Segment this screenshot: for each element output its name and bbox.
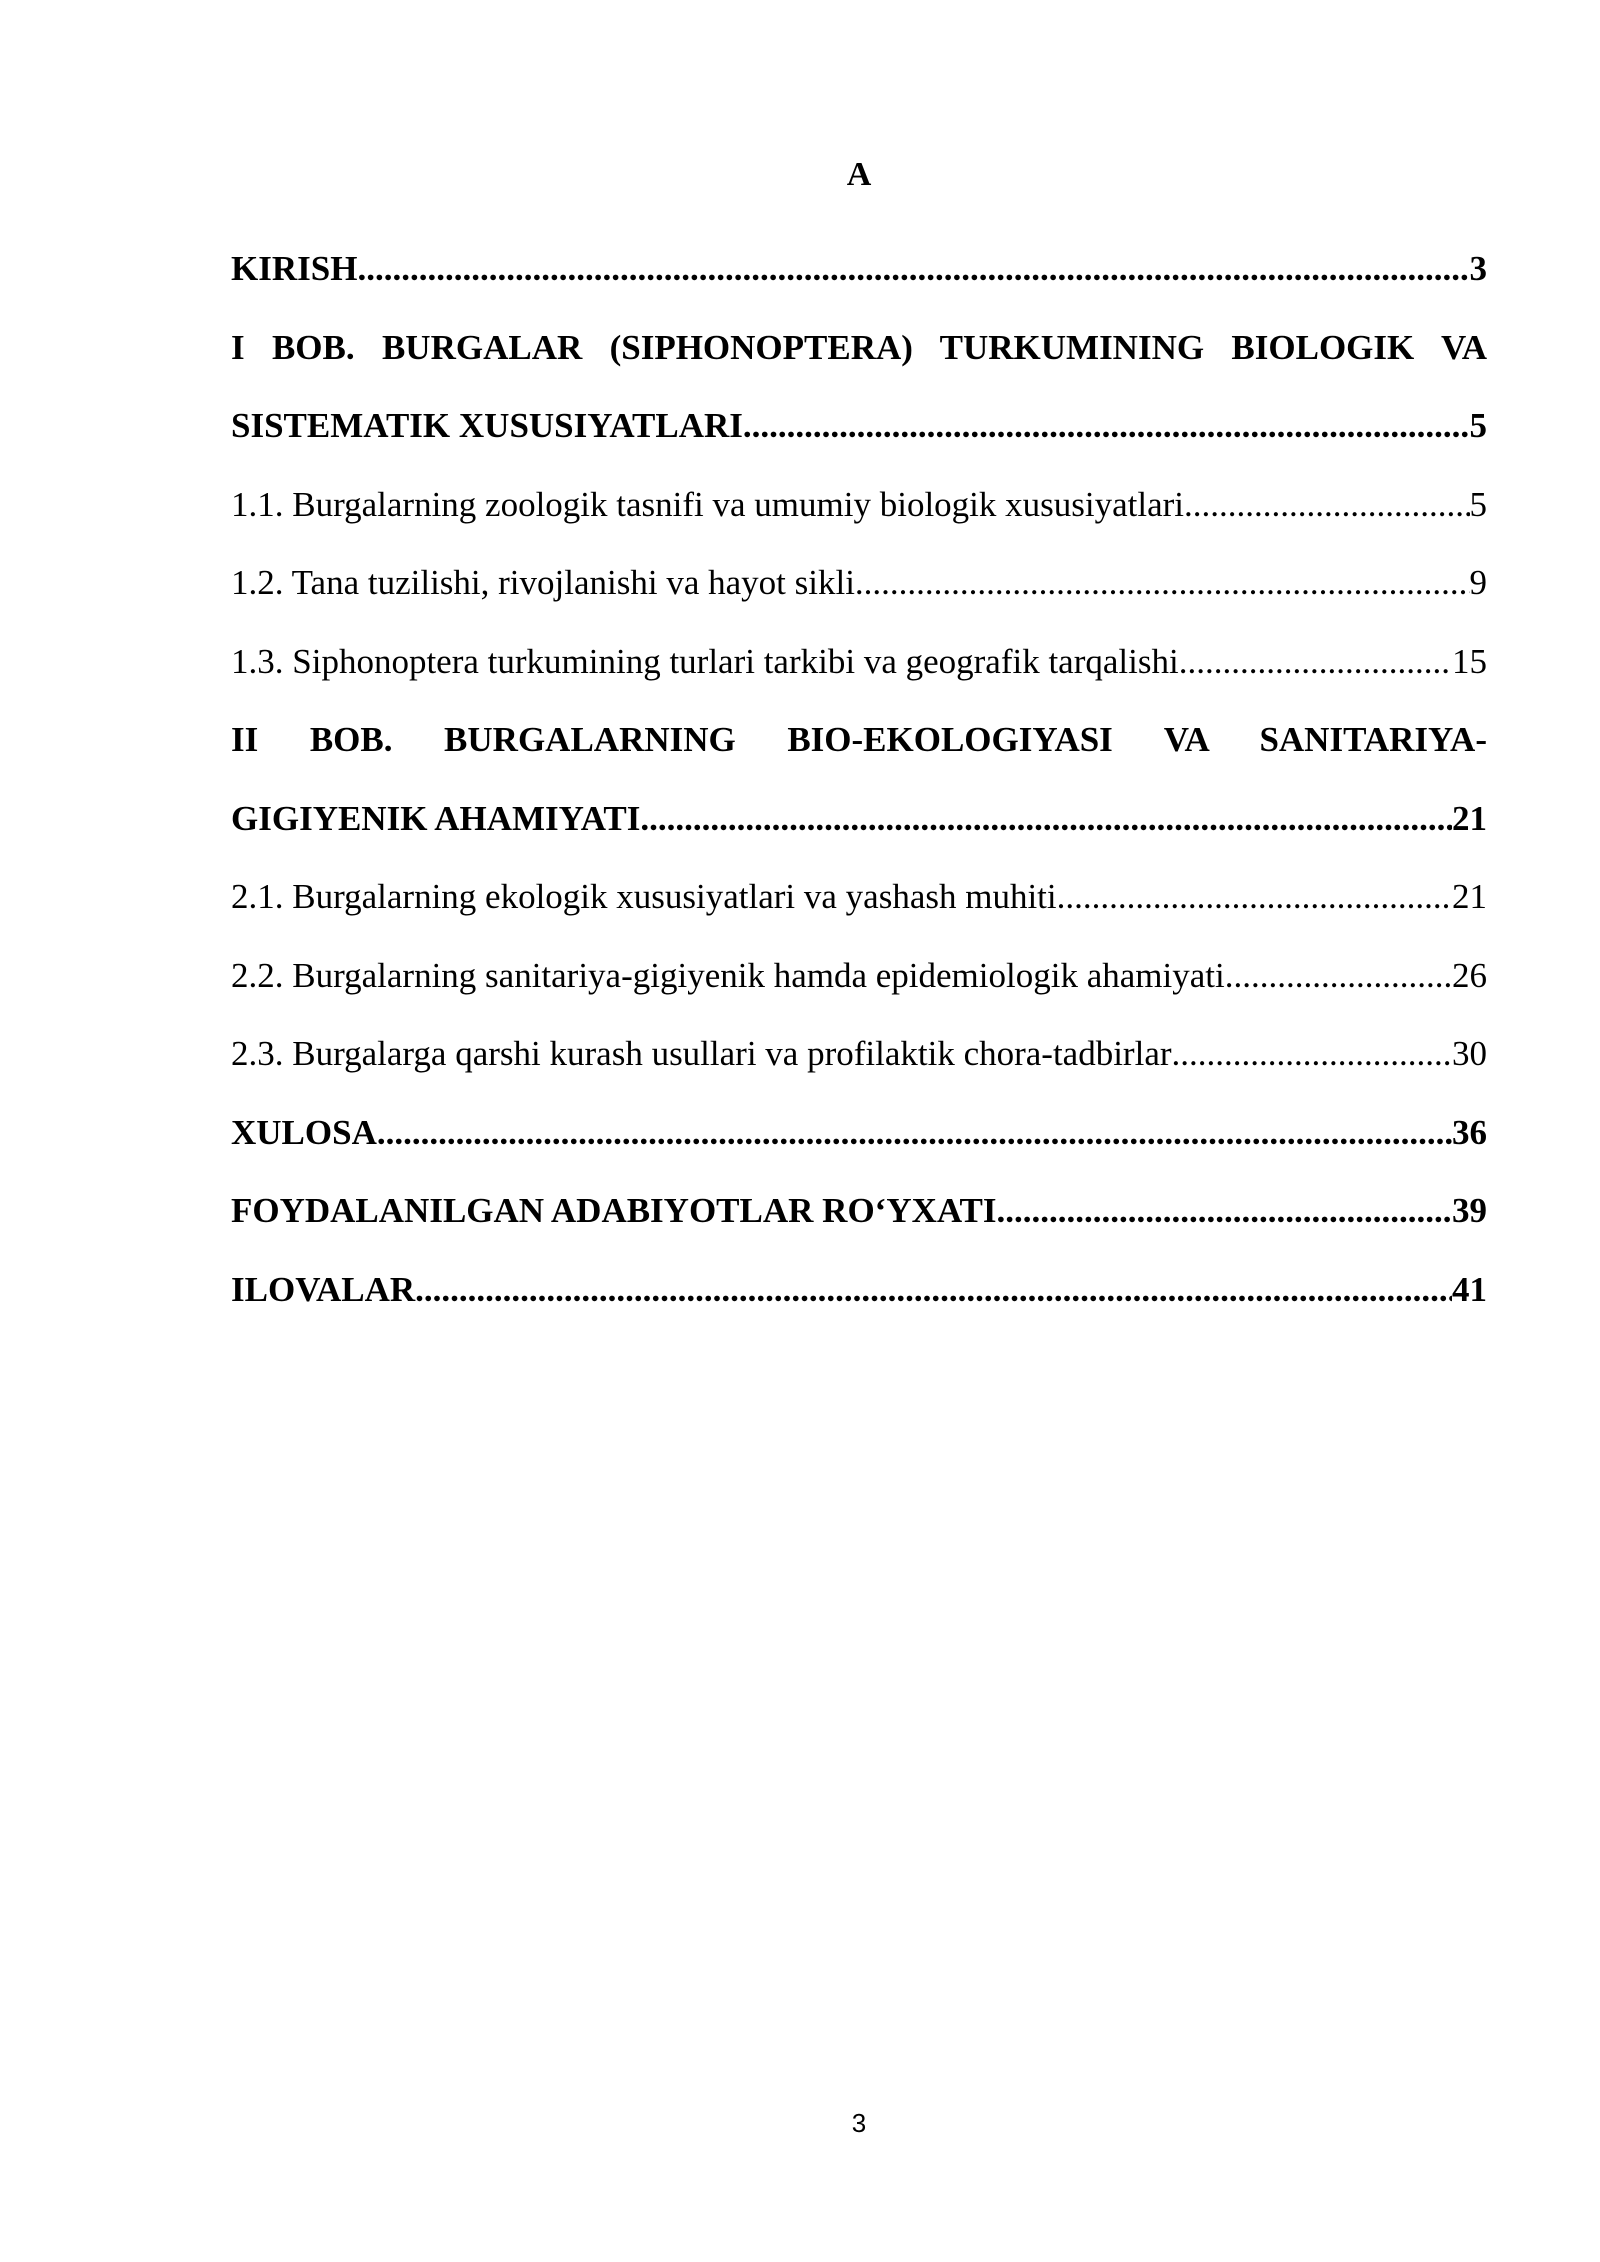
toc-entry-label: 2.3. Burgalarga qarshi kurash usullari va profilaktik chora-tadbirlar bbox=[231, 1034, 1172, 1073]
toc-entry-label: GIGIYENIK AHAMIYATI bbox=[231, 798, 641, 838]
toc-entry-chapter-2[interactable] bbox=[231, 701, 1487, 858]
table-of-contents bbox=[231, 230, 1487, 1329]
toc-entry-ilovalar[interactable] bbox=[231, 1251, 1487, 1330]
toc-heading: A bbox=[846, 156, 872, 193]
leader-dots bbox=[415, 1251, 1452, 1330]
toc-entry-label: XULOSA bbox=[231, 1112, 377, 1152]
toc-entry-2-3[interactable] bbox=[231, 1015, 1487, 1094]
toc-entry-1-3[interactable] bbox=[231, 623, 1487, 702]
page-number: 3 bbox=[851, 2108, 867, 2138]
toc-entry-label: KIRISH bbox=[231, 249, 358, 288]
toc-entry-label-line1: I BOB. BURGALAR (SIPHONOPTERA) TURKUMINING BIOLOGIK VA bbox=[231, 327, 1487, 367]
toc-entry-label: 1.1. Burgalarning zoologik tasnifi va umumiy biologik xususiyatlari bbox=[231, 484, 1184, 524]
toc-entry-label-line1: II BOB. BURGALARNING BIO-EKOLOGIYASI VA SANITARIYA- bbox=[231, 720, 1487, 759]
toc-entry-page: 41 bbox=[1452, 1269, 1487, 1309]
toc-entry-page: 15 bbox=[1452, 641, 1487, 681]
toc-entry-page: 9 bbox=[1469, 563, 1487, 602]
toc-entry-kirish[interactable] bbox=[231, 230, 1487, 309]
leader-dots bbox=[743, 387, 1470, 466]
toc-entry-label: 1.2. Tana tuzilishi, rivojlanishi va hayot sikli bbox=[231, 563, 855, 602]
leader-dots bbox=[357, 230, 1469, 309]
leader-dots bbox=[1179, 623, 1452, 702]
toc-entry-page: 30 bbox=[1452, 1034, 1487, 1073]
toc-entry-page: 3 bbox=[1469, 249, 1487, 288]
toc-entry-label: 2.1. Burgalarning ekologik xususiyatlari va yashash muhiti bbox=[231, 877, 1057, 916]
toc-entry-chapter-1[interactable] bbox=[231, 309, 1487, 466]
toc-entry-page: 36 bbox=[1452, 1112, 1487, 1152]
leader-dots bbox=[1184, 466, 1470, 545]
toc-entry-label: ILOVALAR bbox=[231, 1269, 416, 1309]
leader-dots bbox=[1057, 858, 1452, 937]
toc-entry-label: SISTEMATIK XUSUSIYATLARI bbox=[231, 406, 743, 445]
toc-entry-2-2[interactable] bbox=[231, 937, 1487, 1016]
toc-entry-xulosa[interactable] bbox=[231, 1094, 1487, 1173]
toc-entry-page: 5 bbox=[1469, 484, 1487, 524]
leader-dots bbox=[377, 1094, 1452, 1173]
toc-entry-label: FOYDALANILGAN ADABIYOTLAR RO‘YXATI bbox=[231, 1191, 997, 1230]
toc-entry-page: 26 bbox=[1452, 955, 1487, 995]
toc-entry-1-2[interactable] bbox=[231, 544, 1487, 623]
toc-entry-2-1[interactable] bbox=[231, 858, 1487, 937]
toc-entry-label: 1.3. Siphonoptera turkumining turlari tarkibi va geografik tarqalishi bbox=[231, 641, 1179, 681]
toc-entry-1-1[interactable] bbox=[231, 466, 1487, 545]
toc-entry-references[interactable] bbox=[231, 1172, 1487, 1251]
toc-entry-page: 39 bbox=[1452, 1191, 1487, 1230]
toc-entry-page: 21 bbox=[1452, 877, 1487, 916]
toc-entry-label: 2.2. Burgalarning sanitariya-gigiyenik hamda epidemiologik ahamiyati bbox=[231, 955, 1225, 995]
leader-dots bbox=[997, 1172, 1452, 1251]
toc-entry-page: 5 bbox=[1469, 406, 1487, 445]
leader-dots bbox=[640, 780, 1452, 859]
leader-dots bbox=[1225, 937, 1452, 1016]
leader-dots bbox=[1172, 1015, 1452, 1094]
toc-entry-page: 21 bbox=[1452, 798, 1487, 838]
leader-dots bbox=[855, 544, 1470, 623]
